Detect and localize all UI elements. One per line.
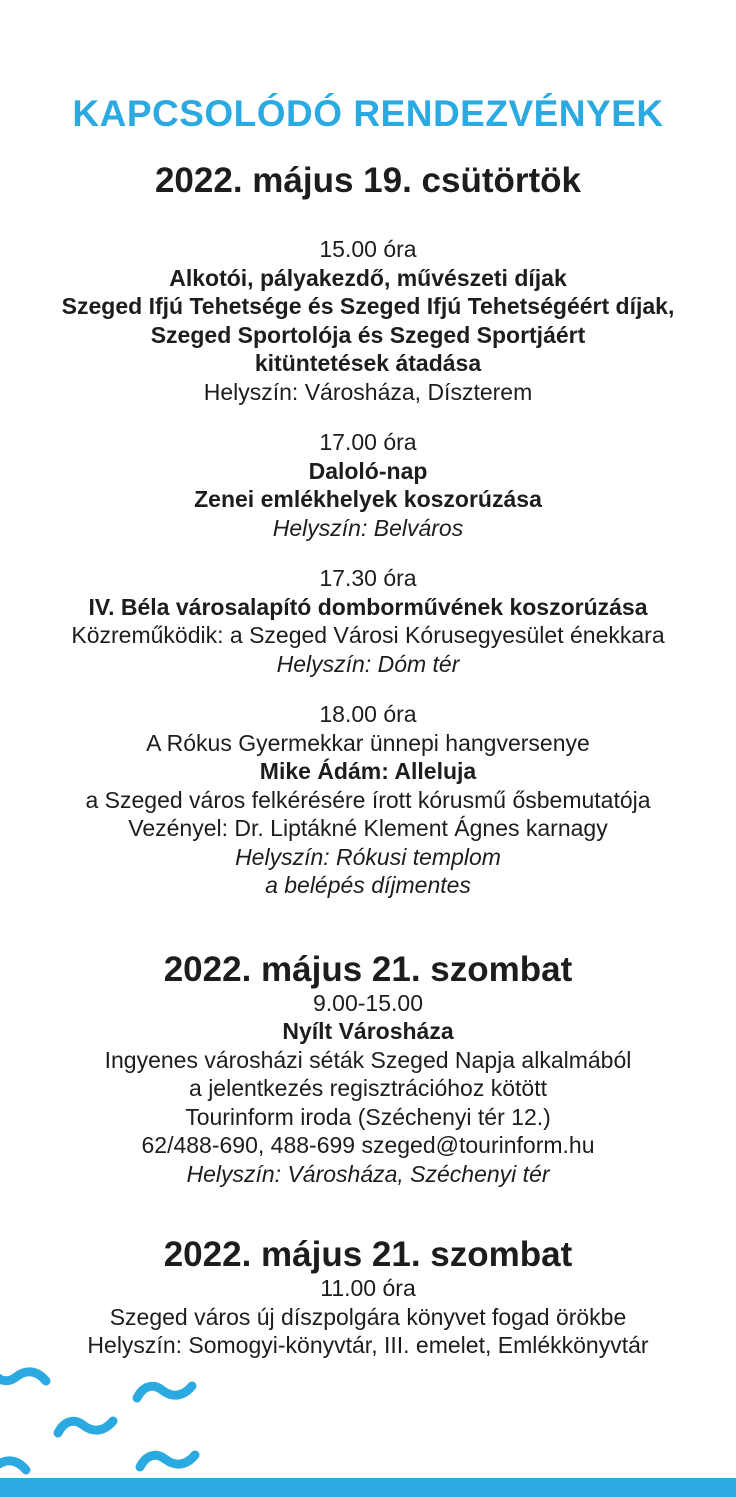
wave-icon [0, 1451, 34, 1477]
event-note: a belépés díjmentes [265, 872, 471, 898]
event-detail: Közreműködik: a Szeged Városi Kórusegyesület énekkara [71, 622, 665, 648]
wave-icon [135, 1448, 203, 1474]
footer-bar [0, 1478, 736, 1497]
event-dalolo-nap [0, 428, 736, 542]
event-title: Szeged Ifjú Tehetsége és Szeged Ifjú Tehetségéért díjak, [61, 293, 675, 319]
event-contact: 62/488-690, 488-699 szeged@tourinform.hu [141, 1132, 595, 1158]
event-location: Helyszín: Városháza, Díszterem [203, 378, 533, 405]
day-section-may-21-book-adoption [0, 1236, 736, 1360]
day-heading: 2022. május 19. csütörtök [154, 161, 582, 200]
day-section-may-19 [0, 162, 736, 900]
event-rokus-concert [0, 700, 736, 900]
event-title: Daloló-nap [308, 457, 428, 484]
event-time: 11.00 óra [320, 1275, 416, 1301]
event-time: 18.00 óra [319, 701, 417, 727]
event-time: 15.00 óra [319, 236, 417, 262]
event-title: Zenei emlékhelyek koszorúzása [194, 486, 542, 512]
day-heading: 2022. május 21. szombat [163, 1235, 573, 1274]
event-title: Mike Ádám: Alleluja [259, 758, 477, 784]
event-detail: a jelentkezés regisztrációhoz kötött [189, 1075, 547, 1101]
event-location: Helyszín: Belváros [272, 514, 464, 541]
wave-icon [132, 1379, 200, 1405]
event-time: 17.00 óra [319, 429, 417, 455]
wave-icon [53, 1414, 121, 1440]
event-detail: A Rókus Gyermekkar ünnepi hangversenye [146, 729, 590, 756]
day-heading: 2022. május 21. szombat [163, 949, 573, 989]
event-bela-wreath [0, 564, 736, 678]
event-book-adoption [0, 1274, 736, 1360]
page-title: KAPCSOLÓDÓ RENDEZVÉNYEK [72, 93, 664, 134]
event-detail: Tourinform iroda (Széchenyi tér 12.) [185, 1103, 551, 1130]
event-time: 17.30 óra [319, 565, 417, 591]
wave-icon [0, 1362, 54, 1388]
event-title: kitüntetések átadása [254, 350, 482, 376]
event-open-city-hall [0, 989, 736, 1189]
event-detail: Ingyenes városházi séták Szeged Napja alkalmából [104, 1046, 632, 1073]
event-location: Helyszín: Városháza, Széchenyi tér [186, 1160, 550, 1187]
event-detail: Szeged város új díszpolgára könyvet fogad örökbe [109, 1303, 627, 1330]
event-awards-ceremony [0, 235, 736, 406]
event-location: Helyszín: Somogyi-könyvtár, III. emelet, Emlékkönyvtár [87, 1332, 649, 1358]
event-location: Helyszín: Dóm tér [276, 650, 460, 677]
day-section-may-21-open-city-hall [0, 951, 736, 1189]
event-title: Nyílt Városháza [282, 1018, 454, 1044]
event-title: IV. Béla városalapító domborművének koszorúzása [88, 593, 648, 620]
event-title: Szeged Sportolója és Szeged Sportjáért [150, 321, 586, 348]
event-time: 9.00-15.00 [313, 989, 423, 1016]
event-location: Helyszín: Rókusi templom [235, 843, 501, 870]
event-detail: Vezényel: Dr. Liptákné Klement Ágnes karnagy [128, 815, 608, 841]
event-title: Alkotói, pályakezdő, művészeti díjak [169, 264, 567, 291]
event-detail: a Szeged város felkérésére írott kórusmű ősbemutatója [85, 786, 651, 813]
